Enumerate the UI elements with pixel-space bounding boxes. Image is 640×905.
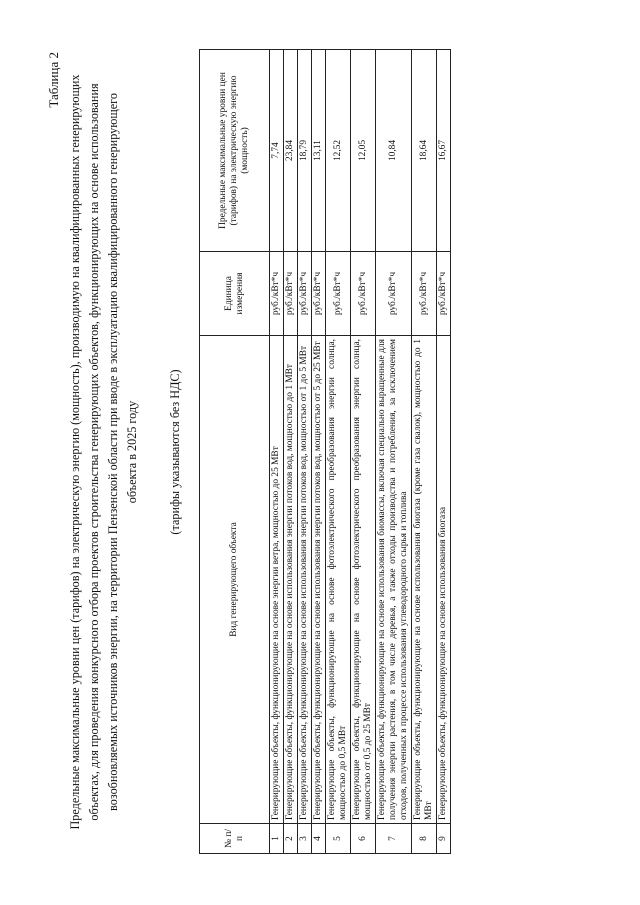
- row-object: Генерирующие объекты, функционирующие на основе энергии ветра, мощностью до 25 МВт: [270, 336, 284, 824]
- table-row: [351, 50, 376, 854]
- row-object: Генерирующие объекты, функционирующие на основе использования энергии потоков вод, мощностью от 1 до 5 МВт: [298, 336, 312, 824]
- table-row: [376, 50, 412, 854]
- row-num: 2: [284, 824, 298, 854]
- row-object: Генерирующие объекты, функционирующие на основе фотоэлектрического преобразования энергии солнца, мощностью от 0,5 до 25 МВт: [351, 336, 376, 824]
- row-object: Генерирующие объекты, функционирующие на основе фотоэлектрического преобразования энергии солнца, мощностью до 0,5 МВт: [326, 336, 351, 824]
- row-num: 1: [270, 824, 284, 854]
- table-row: [437, 50, 451, 854]
- row-object: Генерирующие объекты, функционирующие на основе использования биогаза (кроме газа свалок), мощностью до 1 МВт: [412, 336, 437, 824]
- table-row: [312, 50, 326, 854]
- row-unit: руб./кВт*ч: [312, 252, 326, 336]
- row-unit: руб./кВт*ч: [284, 252, 298, 336]
- row-price: 12,52: [326, 50, 351, 252]
- table-row: [326, 50, 351, 854]
- table-header-row: [200, 50, 270, 854]
- rotated-page: [40, 32, 600, 872]
- row-object: Генерирующие объекты, функционирующие на основе использования энергии потоков вод, мощностью до 1 МВт: [284, 336, 298, 824]
- table-row: [284, 50, 298, 854]
- row-num: 7: [376, 824, 412, 854]
- row-num: 3: [298, 824, 312, 854]
- row-num: 5: [326, 824, 351, 854]
- row-price: 18,79: [298, 50, 312, 252]
- row-price: 7,74: [270, 50, 284, 252]
- table-row: [412, 50, 437, 854]
- header-unit: Единица измерения: [200, 252, 270, 336]
- document-title: Предельные максимальные уровни цен (тарифов) на электрическую энергию (мощность), производимую на квалифицированных генерирующих объектах, для проведения конкурсного отбора проектов строительства генерирующих объектов, функционирующих на основе использования возобновляемых источников энергии, на территории Пензенской области при вводе в эксплуатацию квалифицированного генерирующего объекта в 2025 году: [68, 74, 139, 830]
- row-num: 6: [351, 824, 376, 854]
- header-object: Вид генерирующего объекта: [200, 336, 270, 824]
- vat-note: (тарифы указываются без НДС): [168, 369, 182, 535]
- table-row: [298, 50, 312, 854]
- row-price: 10,84: [376, 50, 412, 252]
- row-unit: руб./кВт*ч: [437, 252, 451, 336]
- row-object: Генерирующие объекты, функционирующие на основе использования биогаза: [437, 336, 451, 824]
- row-num: 4: [312, 824, 326, 854]
- row-price: 16,67: [437, 50, 451, 252]
- row-unit: руб./кВт*ч: [326, 252, 351, 336]
- header-price: Предельные максимальные уровни цен (тарифов) на электрическую энергию (мощность): [200, 50, 270, 252]
- table-number-label: Таблица 2: [46, 52, 61, 108]
- row-num: 8: [412, 824, 437, 854]
- table-row: [270, 50, 284, 854]
- row-unit: руб./кВт*ч: [270, 252, 284, 336]
- row-unit: руб./кВт*ч: [412, 252, 437, 336]
- row-object: Генерирующие объекты, функционирующие на основе использования биомассы, включая специально выращенные для получения энергии растения, в том числе деревья, а также отходы производства и потребления, за исключением отходов, полученных в процессе использования углеводородного сырья и топлива: [376, 336, 412, 824]
- row-object: Генерирующие объекты, функционирующие на основе использования энергии потоков вод, мощностью от 5 до 25 МВт: [312, 336, 326, 824]
- tariff-table: [199, 49, 451, 854]
- header-num: № п/п: [200, 824, 270, 854]
- row-price: 12,05: [351, 50, 376, 252]
- row-price: 18,64: [412, 50, 437, 252]
- row-unit: руб./кВт*ч: [298, 252, 312, 336]
- row-price: 13,11: [312, 50, 326, 252]
- row-price: 23,84: [284, 50, 298, 252]
- row-unit: руб./кВт*ч: [351, 252, 376, 336]
- row-num: 9: [437, 824, 451, 854]
- row-unit: руб./кВт*ч: [376, 252, 412, 336]
